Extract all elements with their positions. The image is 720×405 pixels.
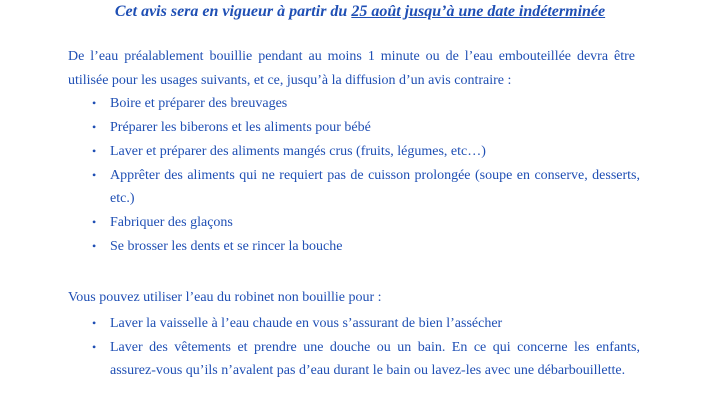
list-item bbox=[92, 211, 640, 234]
bullet-icon: • bbox=[92, 316, 97, 330]
bullet-icon: • bbox=[92, 120, 97, 134]
bullet-icon: • bbox=[92, 168, 97, 182]
list-item bbox=[92, 164, 640, 210]
list-item-text: Se brosser les dents et se rincer la bouche bbox=[110, 239, 343, 254]
list-item bbox=[92, 336, 640, 382]
notice-prefix: Cet avis sera en vigueur à partir du bbox=[114, 3, 352, 20]
list-item-text: Laver et préparer des aliments mangés crus (fruits, légumes, etc…) bbox=[110, 144, 486, 159]
list-item-text: Apprêter des aliments qui ne requiert pas de cuisson prolongée (soupe en conserve, desserts, etc.) bbox=[110, 168, 640, 206]
list-item bbox=[92, 235, 640, 258]
list-item-text: Boire et préparer des breuvages bbox=[110, 96, 288, 111]
bullet-icon: • bbox=[92, 239, 97, 253]
list-item bbox=[92, 92, 640, 115]
bullet-icon: • bbox=[92, 340, 97, 354]
bullet-icon: • bbox=[92, 144, 97, 158]
boiled-water-intro: De l’eau préalablement bouillie pendant au moins 1 minute ou de l’eau embouteillée devra être utilisée pour les usages suivants, et ce, jusqu’à la diffusion d’un avis contraire : bbox=[68, 49, 635, 88]
list-item-text: Laver des vêtements et prendre une douche ou un bain. En ce qui concerne les enfants, assurez-vous qu’ils n’avalent pas d’eau durant le bain ou lavez-les avec une débarbouillette. bbox=[110, 340, 640, 378]
bullet-icon: • bbox=[92, 96, 97, 110]
list-item-text: Préparer les biberons et les aliments pour bébé bbox=[110, 120, 371, 135]
list-item-text: Fabriquer des glaçons bbox=[110, 215, 233, 230]
effective-date-notice bbox=[0, 2, 720, 22]
list-item bbox=[92, 140, 640, 163]
list-item bbox=[92, 312, 640, 335]
tap-water-intro: Vous pouvez utiliser l’eau du robinet non bouillie pour : bbox=[68, 290, 382, 305]
notice-date-range: 25 août jusqu’à une date indéterminée bbox=[351, 3, 606, 20]
list-item bbox=[92, 116, 640, 139]
tap-water-uses-list bbox=[92, 312, 640, 383]
bullet-icon: • bbox=[92, 215, 97, 229]
boiled-water-uses-list bbox=[92, 92, 640, 259]
list-item-text: Laver la vaisselle à l’eau chaude en vous s’assurant de bien l’assécher bbox=[110, 316, 503, 331]
